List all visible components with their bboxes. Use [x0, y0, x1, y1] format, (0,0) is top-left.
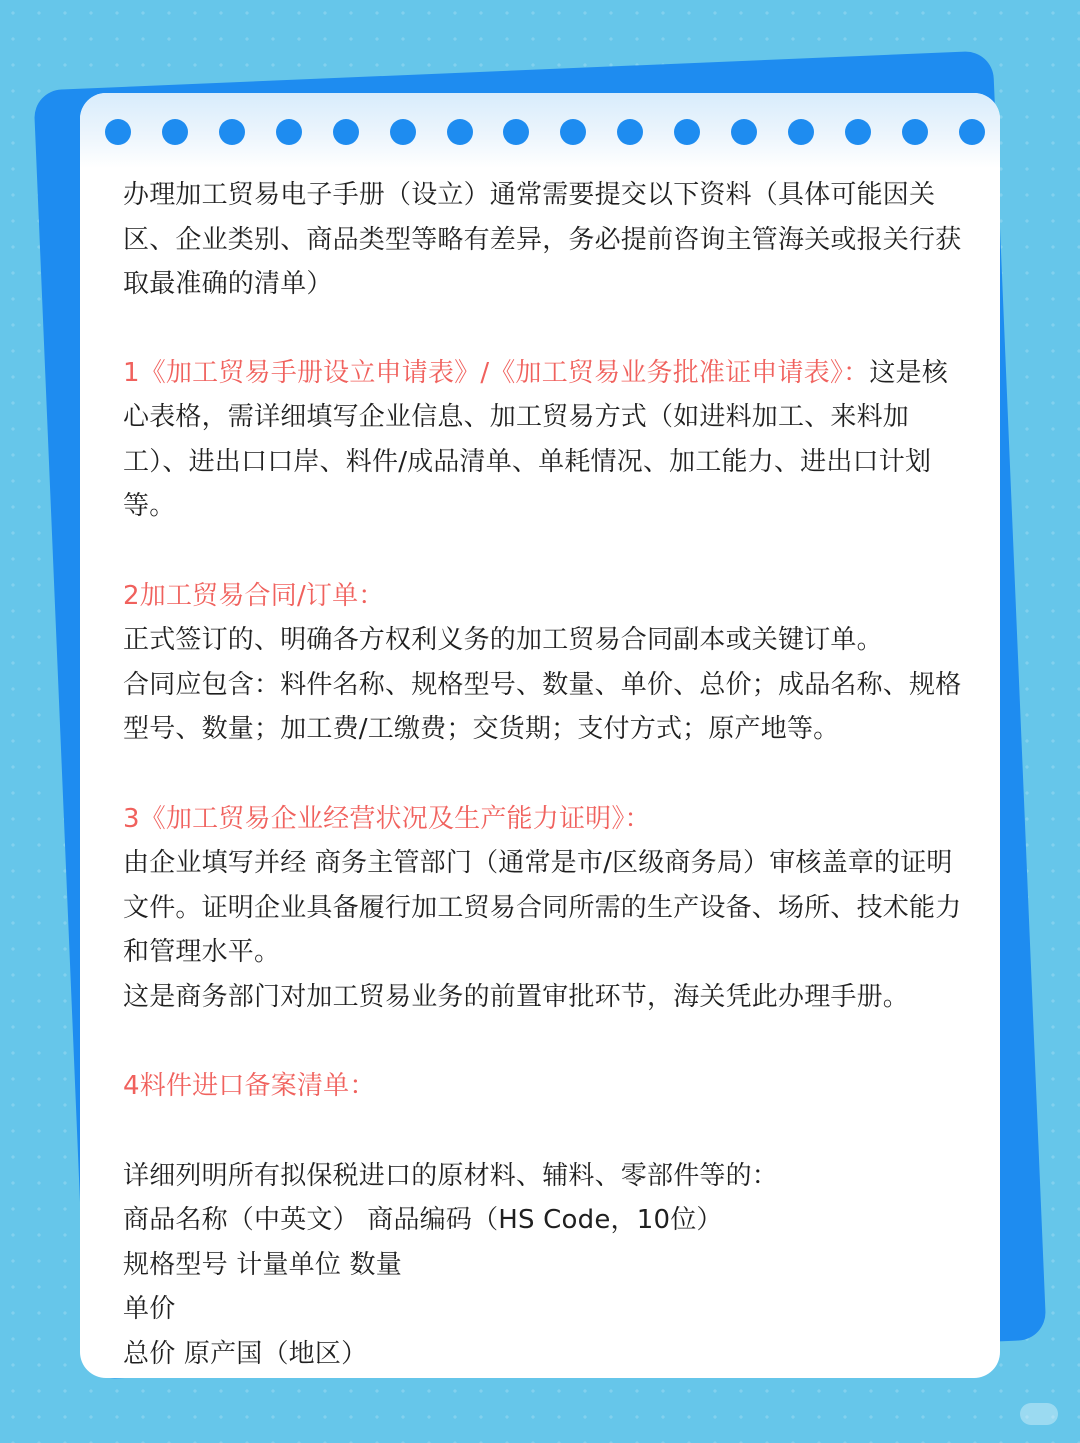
- binding-hole: [674, 119, 700, 145]
- binding-hole: [219, 119, 245, 145]
- binding-hole: [447, 119, 473, 145]
- binding-hole: [162, 119, 188, 145]
- intro-paragraph: 办理加工贸易电子手册（设立）通常需要提交以下资料（具体可能因关区、企业类别、商品类型等略有差异，务必提前咨询主管海关或报关行获取最准确的清单）: [123, 180, 962, 299]
- binding-hole: [560, 119, 586, 145]
- binding-hole: [845, 119, 871, 145]
- binding-hole: [902, 119, 928, 145]
- section-4-heading: 4料件进口备案清单：: [123, 1071, 376, 1101]
- section-4-line-5: 总价 原产国（地区）: [123, 1338, 368, 1369]
- binding-hole: [333, 119, 359, 145]
- notebook-card: [80, 93, 1000, 1378]
- binding-hole: [390, 119, 416, 145]
- binding-hole: [105, 119, 131, 145]
- binding-hole: [788, 119, 814, 145]
- section-1-body: 这是核心表格，需详细填写企业信息、加工贸易方式（如进料加工、来料加工）、进出口口岸、料件/成品清单、单耗情况、加工能力、进出口计划等。: [123, 357, 948, 521]
- binding-hole: [959, 119, 985, 145]
- binding-holes: [105, 118, 985, 146]
- binding-hole: [276, 119, 302, 145]
- section-1: [123, 351, 973, 529]
- section-2-line-2: 合同应包含：料件名称、规格型号、数量、单价、总价；成品名称、规格型号、数量；加工费/工缴费；交货期；支付方式；原产地等。: [123, 669, 962, 744]
- binding-hole: [617, 119, 643, 145]
- section-4-line-2: 商品名称（中英文） 商品编码（HS Code，10位）: [123, 1205, 723, 1235]
- section-4-line-3: 规格型号 计量单位 数量: [123, 1249, 402, 1280]
- section-3-heading: 3《加工贸易企业经营状况及生产能力证明》：: [123, 803, 651, 834]
- section-3-line-2: 这是商务部门对加工贸易业务的前置审批环节，海关凭此办理手册。: [123, 981, 910, 1012]
- section-2-line-1: 正式签订的、明确各方权利义务的加工贸易合同副本或关键订单。: [123, 625, 883, 655]
- section-3-line-1: 由企业填写并经 商务主管部门（通常是市/区级商务局）审核盖章的证明文件。证明企业具备履行加工贸易合同所需的生产设备、场所、技术能力和管理水平。: [123, 848, 962, 967]
- watermark-badge: [1020, 1403, 1058, 1425]
- binding-hole: [731, 119, 757, 145]
- section-2-heading: 2加工贸易合同/订单：: [123, 580, 385, 611]
- document-content: [123, 173, 973, 1376]
- section-1-heading: 1《加工贸易手册设立申请表》/《加工贸易业务批准证申请表》：: [123, 357, 870, 388]
- binding-hole: [503, 119, 529, 145]
- section-4-line-4: 单价: [123, 1294, 176, 1324]
- section-4-line-1: 详细列明所有拟保税进口的原材料、辅料、零部件等的：: [123, 1160, 779, 1191]
